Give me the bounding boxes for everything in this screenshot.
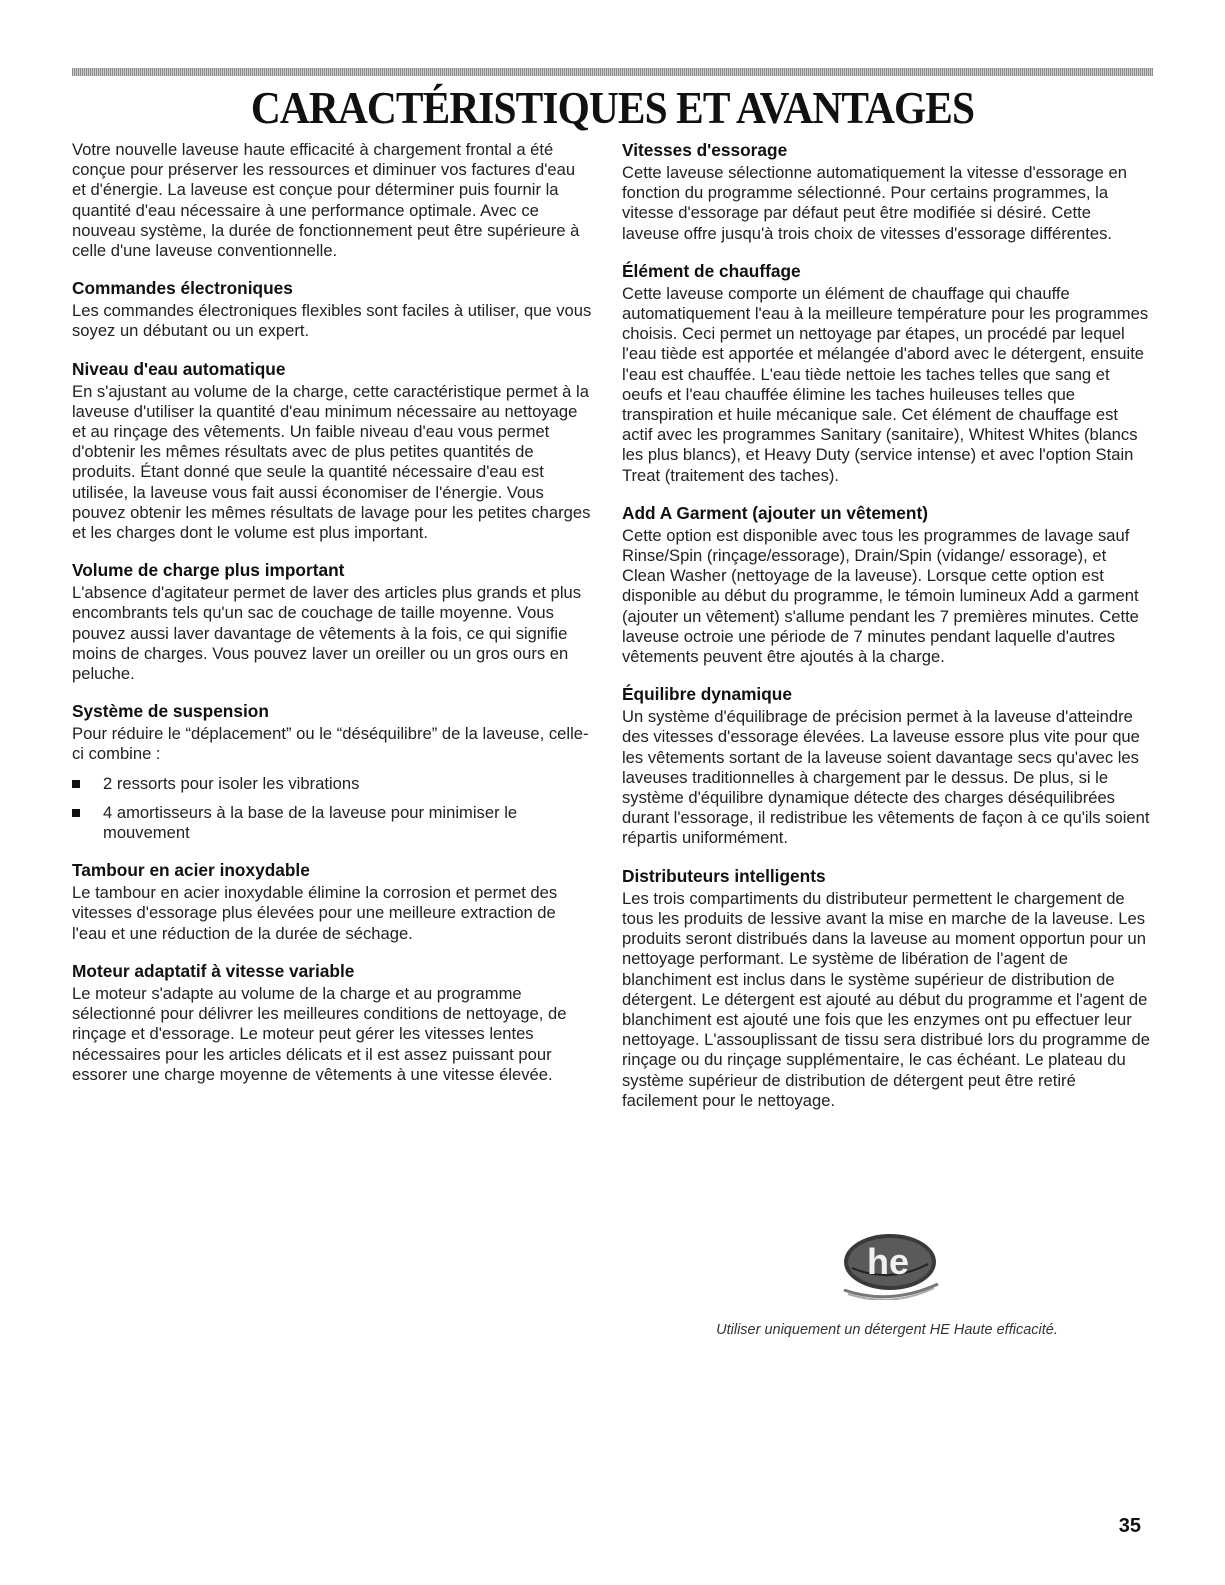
section-body: En s'ajustant au volume de la charge, cette caractéristique permet à la laveuse d'utiliser la quantité d'eau minimum nécessaire au nettoyage et au rinçage des vêtements. Un faible niveau d'eau vous permet d'obtenir les mêmes résultats avec de plus petites quantités de produits. Étant donné que seule la quantité nécessaire d'eau est utilisée, la laveuse vous fait aussi économiser de l'énergie. Vous pouvez obtenir les mêmes résultats de lavage pour les petites charges et les charges dont le volume est plus important. xyxy=(72,381,591,543)
section-element-chauffage xyxy=(622,261,1152,486)
intro-text: Votre nouvelle laveuse haute efficacité à chargement frontal a été conçue pour préserver les ressources et diminuer vos factures d'eau et d'énergie. La laveuse est conçue pour déterminer puis fournir la quantité d'eau nécessaire à une performance optimale. Avec ce nouveau système, la durée de fonctionnement peut être supérieure à celle d'une laveuse conventionnelle. xyxy=(72,140,580,261)
section-body: Pour réduire le “déplacement” ou le “déséquilibre” de la laveuse, celle-ci combine : xyxy=(72,724,589,764)
page-number: 35 xyxy=(1118,1515,1141,1537)
intro-section xyxy=(72,140,592,261)
section-body: Cette laveuse sélectionne automatiquement la vitesse d'essorage en fonction du programme sélectionné. Pour certains programmes, la vitesse d'essorage par défaut peut être modifiée si désiré. Cette laveuse offre jusqu'à trois choix de vitesses d'essorage différentes. xyxy=(622,163,1127,243)
section-niveau-eau xyxy=(72,359,592,544)
section-tambour xyxy=(72,860,592,944)
list-item xyxy=(72,803,592,843)
section-distributeurs xyxy=(622,866,1152,1111)
section-suspension xyxy=(72,701,592,843)
list-item-text: 2 ressorts pour isoler les vibrations xyxy=(103,773,360,793)
page-title: CARACTÉRISTIQUES ET AVANTAGES xyxy=(250,82,975,133)
square-bullet-icon xyxy=(72,809,80,817)
detergent-caption: Utiliser uniquement un détergent HE Haute efficacité. xyxy=(716,1322,1058,1338)
section-heading: Volume de charge plus important xyxy=(72,560,345,581)
section-body: Le tambour en acier inoxydable élimine la corrosion et permet des vitesses d'essorage plus élevées pour une meilleure extraction de l'eau et une réduction de la durée de séchage. xyxy=(72,883,558,943)
he-logo-text: he xyxy=(866,1241,910,1282)
section-vitesses-essorage xyxy=(622,140,1152,244)
list-item xyxy=(72,774,592,794)
section-body: Le moteur s'adapte au volume de la charge et au programme sélectionné pour délivrer les meilleures conditions de nettoyage, de rinçage et d'essorage. Le moteur peut gérer les vitesses lentes nécessaires pour les articles délicats et il est assez puissant pour essorer une charge moyenne de vêtements à une vitesse élevée. xyxy=(72,983,567,1084)
section-body: Un système d'équilibrage de précision permet à la laveuse d'atteindre des vitesses d'essorage élevées. La laveuse essore plus vite pour que les vêtements sortant de la laveuse soient davantage secs qu'avec les laveuses traditionnelles à chargement par le dessus. De plus, si le système d'équilibre dynamique détecte des charges déséquilibrées durant l'essorage, il redistribue les vêtements de façon à ce qu'ils soient répartis uniformément. xyxy=(622,707,1150,848)
section-commandes-electroniques xyxy=(72,278,592,341)
section-body: Les trois compartiments du distributeur permettent le chargement de tous les produits de lessive avant la mise en marche de la laveuse. Les produits seront distribués dans la laveuse au moment opportun pour un nettoyage performant. Le système de libération de l'agent de blanchiment est inclus dans le système supérieur de distribution de détergent. Le détergent est ajouté au début du programme et l'agent de blanchiment est ajouté une fois que les enzymes ont pu effectuer leur nettoyage. L'assouplissant de tissu sera distribué lors du programme de rinçage ou du rinçage supplémentaire, le cas échéant. Le plateau du système supérieur de distribution de détergent peut être retiré facilement pour le nettoyage. xyxy=(622,888,1151,1110)
section-heading: Niveau d'eau automatique xyxy=(72,358,286,379)
section-heading: Tambour en acier inoxydable xyxy=(72,860,310,881)
section-heading: Distributeurs intelligents xyxy=(622,865,826,886)
square-bullet-icon xyxy=(72,780,80,788)
section-heading: Équilibre dynamique xyxy=(622,684,792,705)
section-body: Cette laveuse comporte un élément de chauffage qui chauffe automatiquement l'eau à la meilleure température pour les programmes choisis. Ceci permet un nettoyage par étapes, un procédé par lequel l'eau tiède est apportée et mélangée d'abord avec le détergent, ensuite l'eau est chauffée. L'eau tiède nettoie les taches telles que sang et oeufs et l'eau chauffée élimine les taches huileuses telles que transpiration et huile mécanique sale. Cet élément de chauffage est actif avec les programmes Sanitary (sanitaire), Whitest Whites (blancs les plus blancs), et Heavy Duty (service intense) et avec l'option Stain Treat (traitement des taches). xyxy=(622,283,1149,485)
section-body: Les commandes électroniques flexibles sont faciles à utiliser, que vous soyez un débutant ou un expert. xyxy=(72,301,592,341)
section-heading: Commandes électroniques xyxy=(72,278,293,299)
section-heading: Add A Garment (ajouter un vêtement) xyxy=(622,502,928,523)
section-body: Cette option est disponible avec tous les programmes de lavage sauf Rinse/Spin (rinçage/essorage), Drain/Spin (vidange/ essorage), et Clean Washer (nettoyage de la laveuse). Lorsque cette option est disponible au début du programme, le témoin lumineux Add a garment (ajouter un vêtement) s'allume pendant les 7 premières minutes. Cette laveuse octroie une période de 7 minutes pendant laquelle d'autres vêtements peuvent être ajoutés à la charge. xyxy=(622,525,1139,667)
section-heading: Élément de chauffage xyxy=(622,260,801,281)
section-heading: Moteur adaptatif à vitesse variable xyxy=(72,960,355,981)
list-item-text: 4 amortisseurs à la base de la laveuse pour minimiser le mouvement xyxy=(103,802,518,843)
left-column xyxy=(72,140,592,1102)
section-volume-charge xyxy=(72,560,592,684)
top-rule xyxy=(72,68,1153,76)
he-logo-icon xyxy=(830,1228,950,1300)
suspension-bullet-list xyxy=(72,774,592,844)
section-moteur xyxy=(72,961,592,1085)
section-heading: Vitesses d'essorage xyxy=(622,140,788,160)
section-heading: Système de suspension xyxy=(72,701,269,722)
section-equilibre-dynamique xyxy=(622,684,1152,848)
right-column xyxy=(622,140,1152,1128)
section-body: L'absence d'agitateur permet de laver des articles plus grands et plus encombrants tels qu'un sac de couchage de taille moyenne. Vous pouvez aussi laver davantage de vêtements à la fois, ce qui signifie moins de charges. Vous pouvez laver un oreiller ou un gros ours en peluche. xyxy=(72,583,582,684)
section-add-a-garment xyxy=(622,503,1152,667)
